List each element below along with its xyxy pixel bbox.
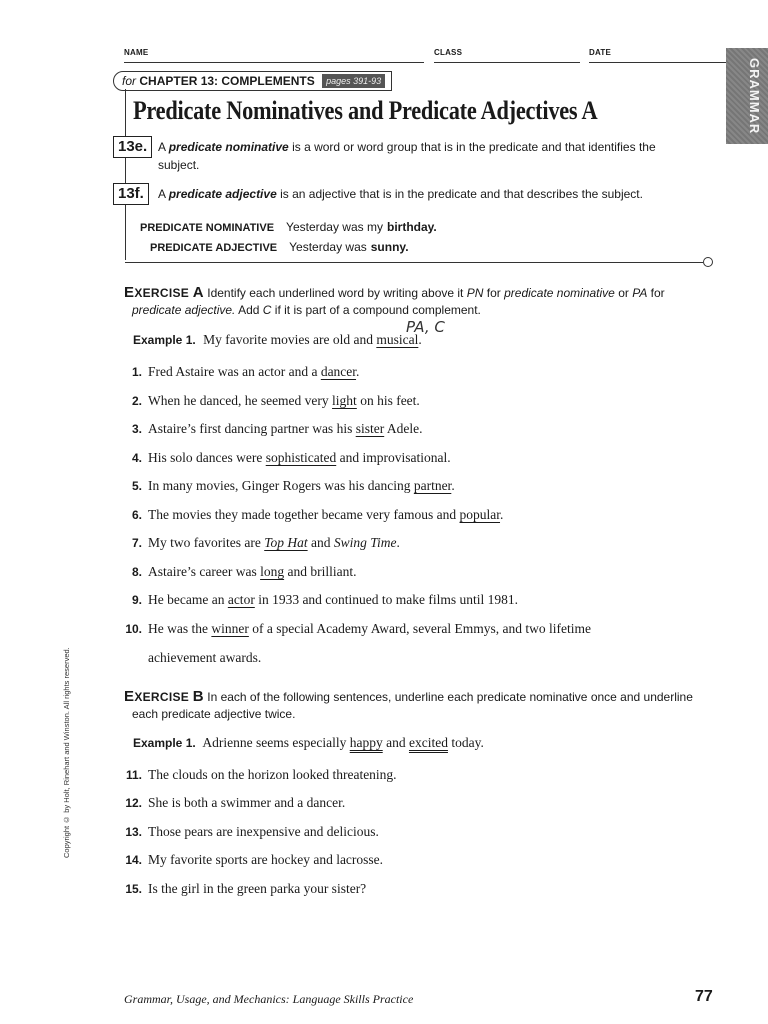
example-predicate-nominative: PREDICATE NOMINATIVE Yesterday was my birthday. xyxy=(140,220,437,234)
exercise-a-item: 8. Astaire’s career was long and brilliant. xyxy=(131,564,357,579)
exercise-b-instructions: EXERCISE B In each of the following sentences, underline each predicate nominative once and underline each predicate adjective twice. xyxy=(124,688,693,721)
page-number: 77 xyxy=(695,988,713,1005)
exercise-a-item: 6. The movies they made together became very famous and popular. xyxy=(131,507,504,522)
exercise-a-item: 3. Astaire’s first dancing partner was his sister Adele. xyxy=(131,421,423,436)
grammar-tab xyxy=(726,48,768,144)
frame-left-line xyxy=(125,89,126,260)
exercise-b-item: 15. Is the girl in the green parka your sister? xyxy=(125,881,367,896)
name-label: NAME xyxy=(124,48,149,57)
exercise-a-item: 2. When he danced, he seemed very light on his feet. xyxy=(131,393,420,408)
exercise-a-item: 7. My two favorites are Top Hat and Swing Time. xyxy=(131,535,400,550)
grammar-tab-label: GRAMMAR xyxy=(747,57,762,135)
class-line xyxy=(434,62,580,63)
rule-13e-text: A predicate nominative is a word or word group that is in the predicate and that identifies the subject. xyxy=(158,140,656,172)
frame-bottom-line xyxy=(125,262,703,263)
exercise-b-item: 13. Those pears are inexpensive and delicious. xyxy=(125,824,379,839)
exercise-b-item: 11. The clouds on the horizon looked threatening. xyxy=(125,767,397,782)
date-label: DATE xyxy=(589,48,611,57)
copyright-notice: Copyright © by Holt, Rinehart and Winston. All rights reserved. xyxy=(62,647,71,858)
exercise-a-item: 5. In many movies, Ginger Rogers was his dancing partner. xyxy=(131,478,455,493)
exercise-a-item: 4. His solo dances were sophisticated and improvisational. xyxy=(131,450,451,465)
name-line xyxy=(124,62,424,63)
chapter-name: CHAPTER 13: COMPLEMENTS xyxy=(139,74,315,88)
exercise-a-instructions: EXERCISE A Identify each underlined word by writing above it PN for predicate nominative or PA for predicate adjective. Add C if it is part of a compound complement. xyxy=(124,284,665,317)
exercise-b-item: 14. My favorite sports are hockey and lacrosse. xyxy=(125,852,384,867)
class-label: CLASS xyxy=(434,48,463,57)
exercise-a-example: Example 1. My favorite movies are old and musical. xyxy=(133,332,422,347)
chapter-prefix: for xyxy=(122,74,137,88)
example-predicate-adjective: PREDICATE ADJECTIVE Yesterday was sunny. xyxy=(150,240,409,254)
date-line xyxy=(589,62,726,63)
rule-13f-box: 13f. xyxy=(113,183,149,205)
chapter-tag xyxy=(113,71,392,91)
footer-title: Grammar, Usage, and Mechanics: Language Skills Practice xyxy=(124,992,414,1006)
exercise-b-example: Example 1. Adrienne seems especially happy and excited today. xyxy=(133,735,484,750)
exercise-a-item: 10. He was the winner of a special Academy Award, several Emmys, and two lifetime xyxy=(125,621,592,636)
page-title: Predicate Nominatives and Predicate Adjectives A xyxy=(133,96,598,125)
rule-13f-text: A predicate adjective is an adjective that is in the predicate and that describes the subject. xyxy=(158,187,643,201)
exercise-a-item-continued: achievement awards. xyxy=(148,650,262,665)
exercise-b-item: 12. She is both a swimmer and a dancer. xyxy=(125,795,346,810)
rule-13e-box: 13e. xyxy=(113,136,152,158)
exercise-a-item: 9. He became an actor in 1933 and continued to make films until 1981. xyxy=(131,592,519,607)
frame-end-circle xyxy=(703,257,713,267)
exercise-a-item: 1. Fred Astaire was an actor and a dancer. xyxy=(131,364,360,379)
pages-badge: pages 391-93 xyxy=(322,74,385,88)
handwritten-annotation: PA, C xyxy=(406,318,445,336)
